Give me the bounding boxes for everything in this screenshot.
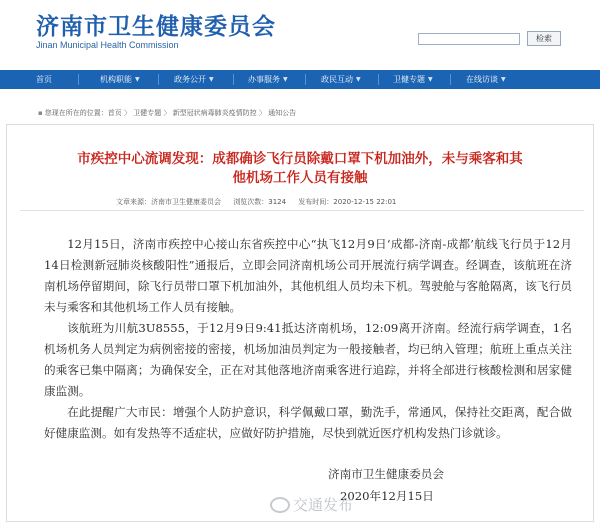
site-subtitle: Jinan Municipal Health Commission bbox=[36, 40, 179, 50]
article-signature: 济南市卫生健康委员会 bbox=[328, 467, 444, 481]
nav-item-services[interactable] bbox=[248, 70, 288, 89]
nav-separator bbox=[78, 74, 79, 85]
search-button[interactable]: 检索 bbox=[527, 31, 561, 46]
breadcrumb-separator: 〉 bbox=[123, 109, 131, 117]
breadcrumb bbox=[38, 108, 296, 118]
article-views: 浏览次数：3124 bbox=[233, 198, 287, 206]
chevron-down-icon: ▼ bbox=[428, 76, 433, 83]
nav-item-label: 在线访谈 bbox=[466, 75, 498, 84]
nav-separator bbox=[378, 74, 379, 85]
article-title bbox=[20, 150, 580, 188]
chevron-down-icon: ▼ bbox=[209, 76, 214, 83]
nav-item-label: 机构职能 bbox=[100, 75, 132, 84]
article-paragraph: 该航班为川航3U8555，于12月9日9:41抵达济南机场，12:09离开济南。经流行病学调查，1名机场机务人员判定为病例密接的密接，机场加油员判定为一般接触者，均已纳入管理；航班上重点关注的乘客已集中隔离；为确保安全，正在对其他落地济南乘客进行追踪，并将全部进行核酸检测和居家健康监测。 bbox=[44, 321, 572, 398]
nav-item-label: 卫健专题 bbox=[393, 75, 425, 84]
nav-item-organization[interactable] bbox=[100, 70, 140, 89]
nav-separator bbox=[450, 74, 451, 85]
breadcrumb-link-notices[interactable]: 通知公告 bbox=[268, 109, 297, 117]
breadcrumb-prefix: 您现在所在的位置： bbox=[44, 109, 108, 117]
article-paragraph: 在此提醒广大市民：增强个人防护意识，科学佩戴口罩，勤洗手，常通风，保持社交距离，配合做好健康监测。如有发热等不适症状，应做好防护措施，尽快到就近医疗机构发热门诊就诊。 bbox=[44, 405, 572, 440]
breadcrumb-separator: 〉 bbox=[258, 109, 266, 117]
article-title-line: 他机场工作人员有接触 bbox=[232, 170, 368, 186]
site-header bbox=[0, 0, 600, 64]
nav-separator bbox=[305, 74, 306, 85]
site-title[interactable]: 济南市卫生健康委员会 bbox=[36, 13, 276, 40]
nav-item-interaction[interactable] bbox=[321, 70, 361, 89]
weibo-logo-icon bbox=[270, 497, 290, 513]
article-meta bbox=[116, 197, 406, 207]
article-title-line: 市疾控中心流调发现：成都确诊飞行员除戴口罩下机加油外，未与乘客和其 bbox=[77, 151, 523, 167]
nav-separator bbox=[158, 74, 159, 85]
nav-item-gov-affairs[interactable] bbox=[174, 70, 214, 89]
nav-item-label: 政务公开 bbox=[174, 75, 206, 84]
watermark bbox=[270, 494, 353, 515]
nav-item-topics[interactable] bbox=[393, 70, 433, 89]
chevron-down-icon: ▼ bbox=[356, 76, 361, 83]
nav-item-label: 政民互动 bbox=[321, 75, 353, 84]
article-paragraph: 12月15日，济南市疾控中心接山东省疾控中心“执飞12月9日‘成都-济南-成都’航线飞行员于12月14日检测新冠肺炎核酸阳性”通报后，立即会同济南机场公司开展流行病学调查。经调查，该航班在济南机场停留期间，除飞行员带口罩下机加油外，其他机组人员均未下机。驾驶舱与客舱隔离，该飞行员未与乘客和其他机场工作人员有接触。 bbox=[44, 237, 572, 314]
breadcrumb-link-covid[interactable]: 新型冠状病毒肺炎疫情防控 bbox=[172, 109, 257, 117]
search-input[interactable] bbox=[418, 33, 520, 45]
nav-separator bbox=[233, 74, 234, 85]
breadcrumb-link-home[interactable]: 首页 bbox=[107, 109, 122, 117]
nav-item-label: 办事服务 bbox=[248, 75, 280, 84]
nav-item-home[interactable] bbox=[36, 70, 52, 89]
watermark-text: 交通发布 bbox=[293, 496, 354, 514]
location-icon: ▪ bbox=[38, 109, 43, 117]
nav-item-interviews[interactable] bbox=[466, 70, 506, 89]
chevron-down-icon: ▼ bbox=[283, 76, 288, 83]
article-published: 发布时间：2020-12-15 22:01 bbox=[298, 198, 397, 206]
article-source: 文章来源：济南市卫生健康委员会 bbox=[116, 198, 221, 206]
breadcrumb-separator: 〉 bbox=[163, 109, 171, 117]
breadcrumb-link-topics[interactable]: 卫健专题 bbox=[133, 109, 162, 117]
article-body bbox=[44, 234, 572, 444]
main-nav bbox=[0, 70, 600, 89]
article-date: 2020年12月15日 bbox=[340, 489, 434, 503]
nav-item-label: 首页 bbox=[36, 75, 52, 84]
divider bbox=[20, 210, 584, 211]
chevron-down-icon: ▼ bbox=[501, 76, 506, 83]
chevron-down-icon: ▼ bbox=[135, 76, 140, 83]
